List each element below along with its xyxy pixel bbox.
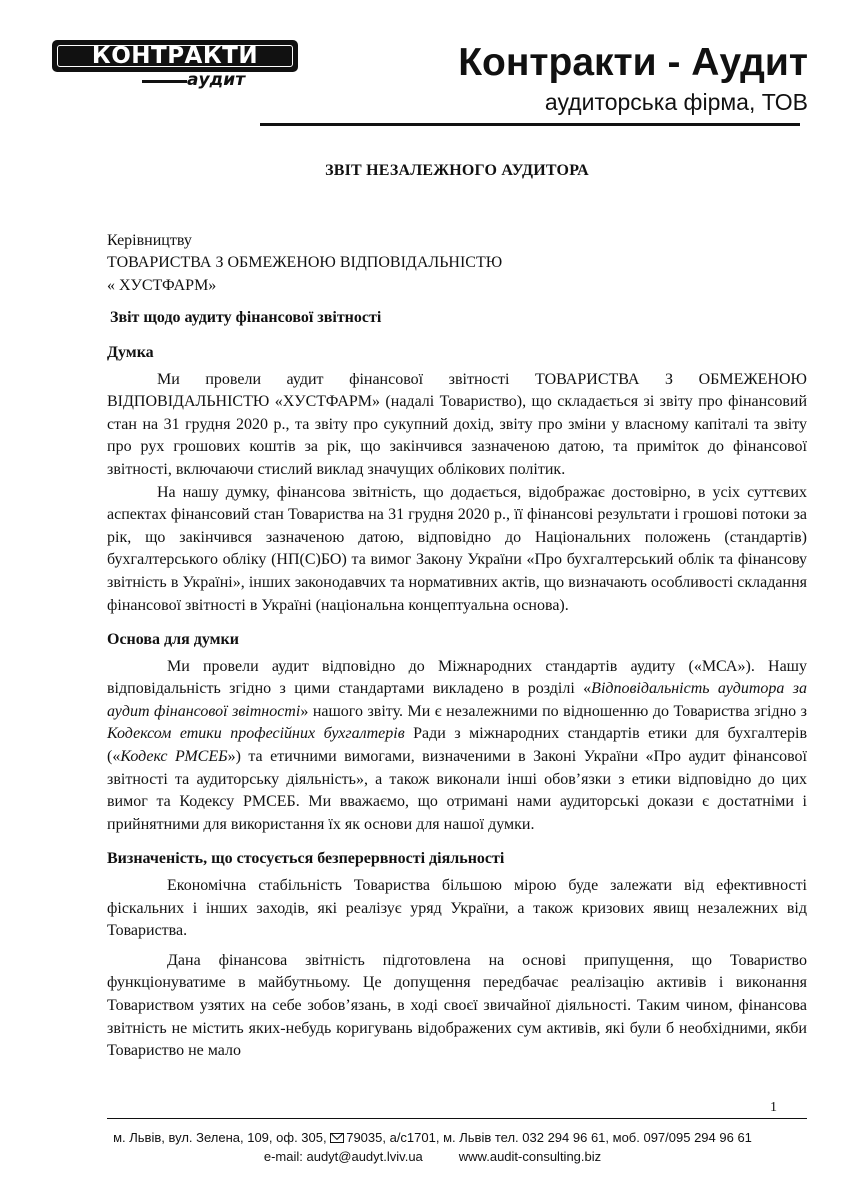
footer-divider [107,1118,807,1119]
firm-name: Контракти - Аудит [458,41,808,84]
footer-website: www.audit-consulting.biz [458,1149,602,1164]
page-number: 1 [770,1100,777,1115]
basis-paragraph: Ми провели аудит відповідно до Міжнародних стандартів аудиту («МСА»). Нашу відповідальність згідно з цими стандартами викладено в розділі «Відповідальність аудитора за аудит фінансової звітності» нашого звіту. Ми є незалежними по відношенню до Товариства згідно з Кодексом етики професійних бухгалтерів Ради з міжнародних стандартів етики для бухгалтерів («Кодекс РМСЕБ») та етичними вимогами, визначеними в Законі України «Про аудит фінансової звітності та аудиторську діяльність», а також виконали інші обов’язки з етики відповідно до цих вимог та Кодексу РМСЕБ. Ми вважаємо, що отримані нами аудиторські докази є достатніми і прийнятними для використання їх як основи для нашої думки. [107,657,808,833]
report-title: ЗВІТ НЕЗАЛЕЖНОГО АУДИТОРА [325,162,589,179]
addressee-line-2: ТОВАРИСТВА З ОБМЕЖЕНОЮ ВІДПОВІДАЛЬНІСТЮ [107,254,503,272]
footer-postal-phone: 79035, а/с1701, м. Львів тел. 032 294 96 61, моб. 097/095 294 96 61 [346,1130,752,1145]
going-concern-paragraph-1: Економічна стабільність Товариства більшою мірою буде залежати від ефективності фіскальних і інших заходів, які реалізує уряд України, а також кризових явищ незалежних від Товариства. [107,877,807,940]
report-content [107,160,807,1063]
report-heading: Звіт щодо аудиту фінансової звітності [110,309,382,327]
company-logo [52,40,300,90]
opinion-paragraph-2: На нашу думку, фінансова звітність, що додається, відображає достовірно, в усіх суттєвих аспектах фінансовий стан Товариства на 31 грудня 2020 р., її фінансові результати і грошові потоки за рік, що закінчився зазначеною датою, відповідно до Національних положень (стандартів) бухгалтерського обліку (НП(С)БО) та вимог Закону України «Про бухгалтерський облік та фінансову звітність в Україні», інших законодавчих та нормативних актів, що визначають особливості складання фінансової звітності в Україні (національна концептуальна основа). [107,483,807,614]
firm-subtitle: аудиторська фірма, ТОВ [544,89,808,115]
addressee-line-3: « ХУСТФАРМ» [107,276,217,294]
opinion-heading: Думка [107,343,154,361]
footer-contacts-line [0,1148,865,1165]
addressee-line-1: Керівництву [107,231,192,249]
logo-subtext: аудит [187,70,246,90]
logo-text: КОНТРАКТИ [91,43,259,69]
basis-heading: Основа для думки [107,631,239,649]
footer-address: м. Львів, вул. Зелена, 109, оф. 305, [113,1130,327,1145]
going-concern-paragraph-2: Дана фінансова звітність підготовлена на основі припущення, що Товариство функціонуватиме в майбутньому. Це допущення передбачає реалізацію активів і виконання Товариством узятих на себе зобов’язань, в ході своєї звичайної діяльності. Таким чином, фінансова звітність не містить яких-небудь коригувань відображених сум активів, які були б необхідними, якби Товариство не мало [107,951,807,1060]
opinion-paragraph-1: Ми провели аудит фінансової звітності ТОВАРИСТВА З ОБМЕЖЕНОЮ ВІДПОВІДАЛЬНІСТЮ «ХУСТФАРМ» (надалі Товариство), що складається зі звіту про фінансовий стан на 31 грудня 2020 р., та звіту про сукупний дохід, звіту про зміни у власному капіталі та звіту про рух грошових коштів за рік, що закінчився зазначеною датою, та приміток до фінансової звітності, включаючи стислий виклад значущих облікових політик. [107,370,807,478]
header-divider [260,123,800,126]
footer-email: e-mail: audyt@audyt.lviv.ua [263,1149,423,1164]
footer-address-line [0,1129,865,1146]
logo-underline [142,80,187,83]
going-concern-heading: Визначеність, що стосується безперервності діяльності [107,850,505,868]
mail-envelope-icon [330,1133,344,1143]
